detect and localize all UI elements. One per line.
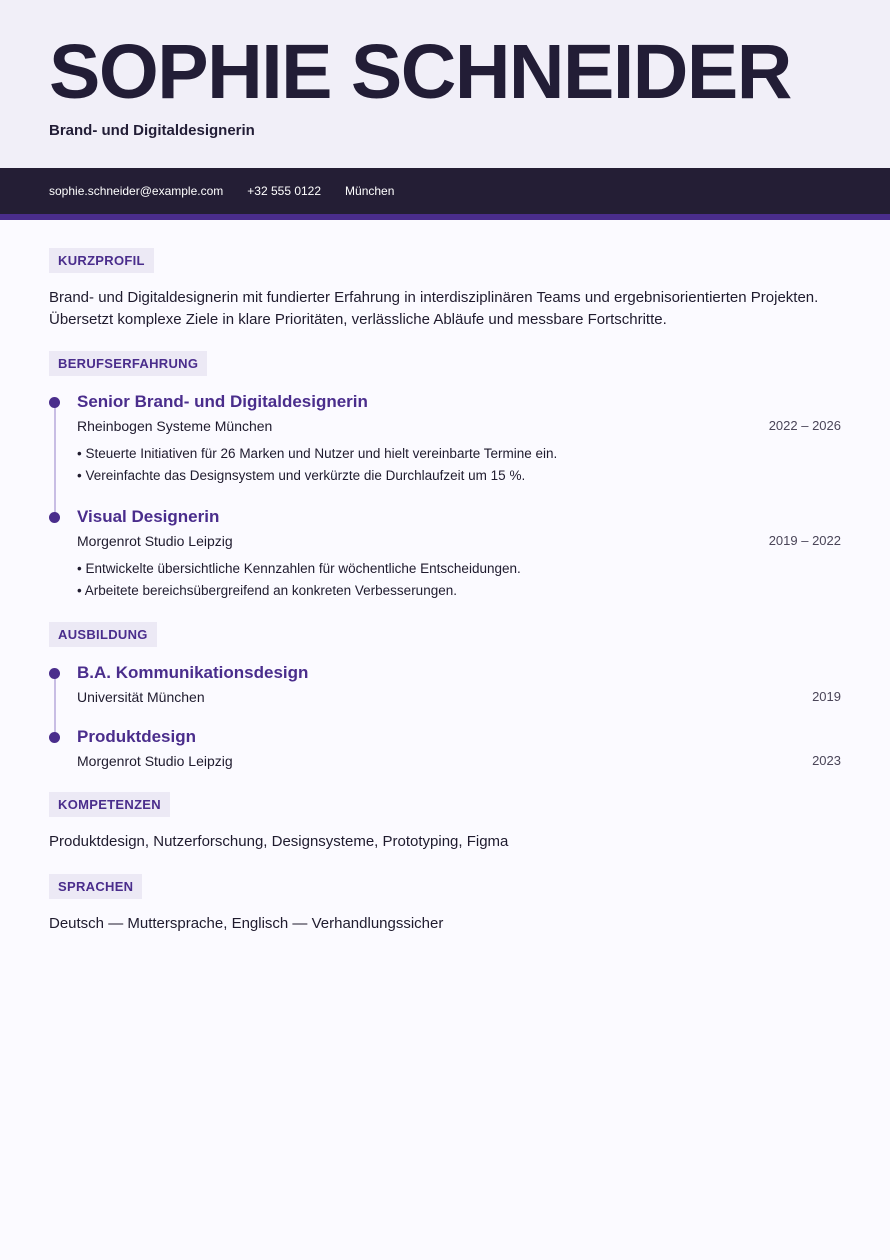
section-heading-languages: SPRACHEN [49,874,142,899]
degree-meta [77,687,841,707]
job-bullet: • Steuerte Initiativen für 26 Marken und Nutzer und hielt vereinbarte Termine ein. [77,446,558,461]
job-bullets [77,443,841,487]
job-bullets [77,558,841,602]
profile-section [49,248,841,331]
timeline-dot [49,397,60,408]
job-bullet: • Entwickelte übersichtliche Kennzahlen für wöchentliche Entscheidungen. [77,561,521,576]
institution: Morgenrot Studio Leipzig [77,753,233,769]
resume-header [0,0,890,168]
job-dates: 2019 – 2022 [768,533,841,548]
job-bullet: • Vereinfachte das Designsystem und verkürzte die Durchlaufzeit um 15 %. [77,468,526,483]
experience-timeline [49,391,841,602]
degree-title: Produktdesign [77,727,197,746]
languages-section [49,874,841,935]
resume-content [0,220,890,935]
contact-phone[interactable]: +32 555 0122 [247,184,322,198]
skills-text: Produktdesign, Nutzerforschung, Designsysteme, Prototyping, Figma [49,833,509,850]
experience-section [49,351,841,602]
section-heading-skills: KOMPETENZEN [49,792,170,817]
timeline-dot [49,512,60,523]
timeline-dot [49,668,60,679]
job-meta [77,531,841,551]
contact-bar [0,168,890,220]
job-title: Visual Designerin [77,507,220,526]
section-heading-profile: KURZPROFIL [49,248,154,273]
job-meta [77,416,841,436]
section-heading-experience: BERUFSERFAHRUNG [49,351,207,376]
degree-year: 2019 [812,689,841,704]
job-company: Rheinbogen Systeme München [77,418,273,434]
education-section [49,622,841,771]
languages-text: Deutsch — Muttersprache, Englisch — Verhandlungssicher [49,915,444,932]
profile-text: Brand- und Digitaldesignerin mit fundierter Erfahrung in interdisziplinären Teams und ergebnisorientierten Projekten. Übersetzt komplexe Ziele in klare Prioritäten, verlässliche Abläufe und messbare Fortschritte. [49,289,819,328]
candidate-title: Brand- und Digitaldesignerin [49,122,255,139]
degree-year: 2023 [812,753,841,768]
job-dates: 2022 – 2026 [768,418,841,433]
candidate-name: SOPHIE SCHNEIDER [49,29,791,115]
contact-email[interactable]: sophie.schneider@example.com [49,184,224,198]
education-timeline [49,662,841,771]
degree-title: B.A. Kommunikationsdesign [77,663,309,682]
section-heading-education: AUSBILDUNG [49,622,157,647]
education-entry [49,726,841,771]
institution: Universität München [77,689,205,705]
degree-meta [77,751,841,771]
skills-section [49,792,841,853]
job-title: Senior Brand- und Digitaldesignerin [77,392,368,411]
contact-city: München [345,184,395,198]
education-entry [49,662,841,707]
job-bullet: • Arbeitete bereichsübergreifend an konkreten Verbesserungen. [77,583,457,598]
experience-entry [49,391,841,487]
job-company: Morgenrot Studio Leipzig [77,533,233,549]
experience-entry [49,506,841,602]
timeline-dot [49,732,60,743]
